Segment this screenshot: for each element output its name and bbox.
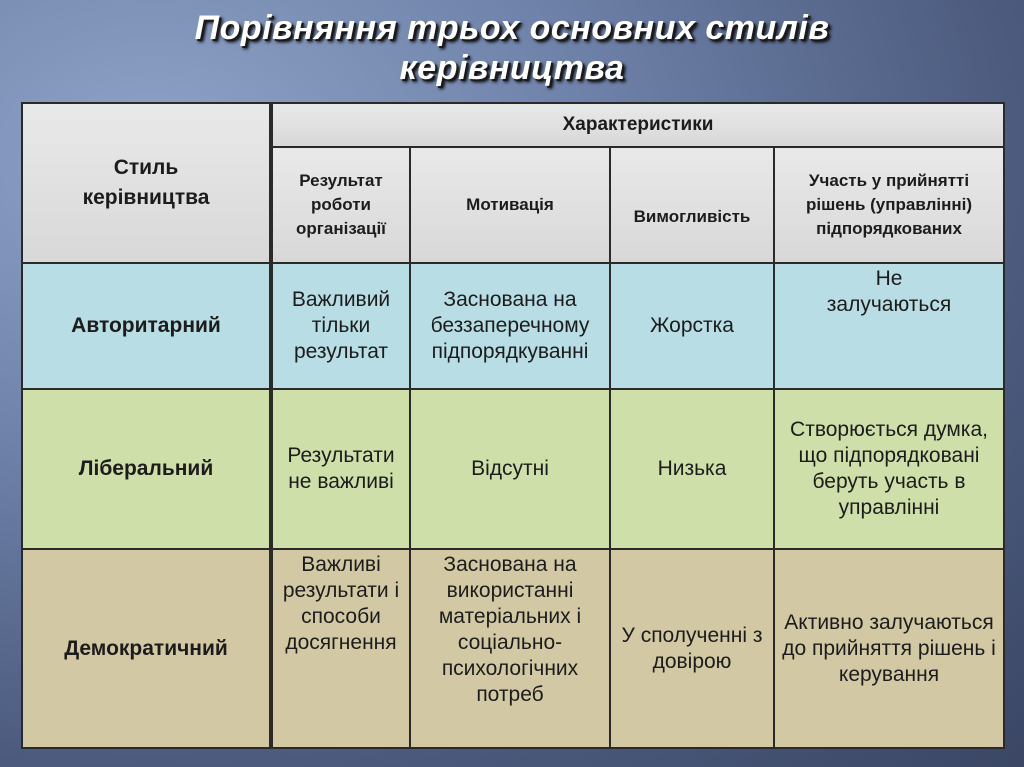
cell-democratic-demand: У сполученні з довірою	[610, 549, 774, 748]
slide-title-line-1: Порівняння трьох основних стилів	[194, 9, 830, 47]
cell-authoritarian-participation	[774, 263, 1004, 389]
cell-democratic-participation: Активно залучаються до прийняття рішень і керування	[774, 549, 1004, 748]
comparison-table	[21, 102, 1005, 749]
cell-authoritarian-participation-text: Не залучаються	[826, 267, 952, 316]
cell-liberal-demand: Низька	[610, 389, 774, 549]
cell-liberal-result: Результати не важливі	[271, 389, 410, 549]
cell-authoritarian-demand: Жорстка	[610, 263, 774, 389]
cell-liberal-motivation: Відсутні	[410, 389, 610, 549]
header-col-result: Результат роботи організації	[271, 147, 410, 263]
cell-authoritarian-result: Важливий тільки результат	[271, 263, 410, 389]
header-col-participation: Участь у прийнятті рішень (управлінні) підпорядкованих	[774, 147, 1004, 263]
row-name-authoritarian: Авторитарний	[22, 263, 271, 389]
row-name-democratic: Демократичний	[22, 549, 271, 748]
table-row-democratic	[22, 549, 1004, 748]
header-style-of-management	[22, 103, 271, 263]
slide-title	[0, 8, 1024, 88]
slide-title-line-2: керівництва	[399, 49, 625, 87]
row-name-liberal: Ліберальний	[22, 389, 271, 549]
cell-democratic-motivation: Заснована на використанні матеріальних і соціально-психологічних потреб	[410, 549, 610, 748]
cell-democratic-result: Важливі результати і способи досягнення	[271, 549, 410, 748]
cell-authoritarian-motivation: Заснована на беззаперечному підпорядкуванні	[410, 263, 610, 389]
table-row-authoritarian	[22, 263, 1004, 389]
table-row-liberal	[22, 389, 1004, 549]
header-col-demand: Вимогливість	[610, 147, 774, 263]
header-style-label: Стиль керівництва	[82, 156, 210, 209]
header-col-motivation: Мотивація	[410, 147, 610, 263]
header-characteristics: Характеристики	[271, 103, 1004, 147]
cell-liberal-participation: Створюється думка, що підпорядковані беруть участь в управлінні	[774, 389, 1004, 549]
